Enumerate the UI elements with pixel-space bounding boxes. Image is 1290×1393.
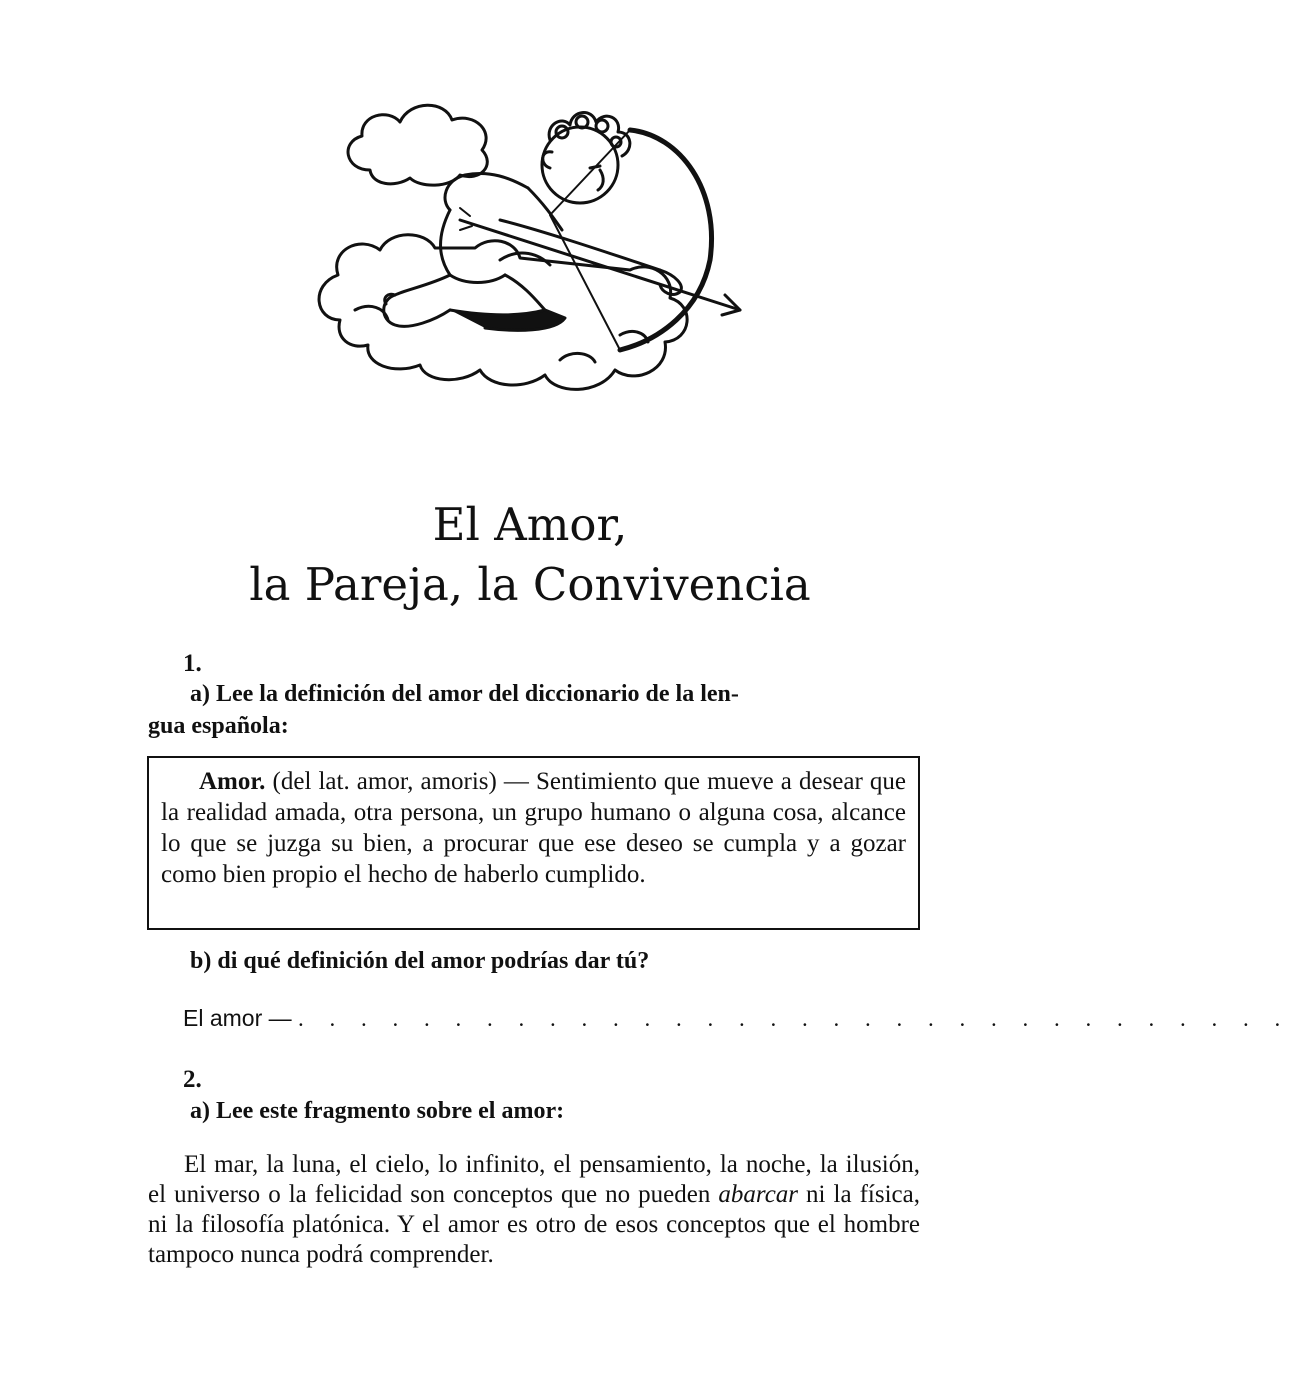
section-1-question-a-line-2: gua española:: [148, 713, 289, 739]
fragment-before: El mar, la luna, el cielo, lo infinito, el pensamiento, la noche, la ilusión, el universo o la felicidad son conceptos que no pueden: [148, 1151, 920, 1208]
dictionary-definition-box: [147, 756, 920, 930]
fragment-emphasis: abarcar: [718, 1181, 799, 1208]
section-1-question-a: [148, 678, 920, 742]
fragment-after: ni la física, ni la filosofía platónica. Y el amor es otro de esos conceptos que el hombre tampoco nunca podrá comprender.: [148, 1181, 920, 1268]
section-2-question-a: a) Lee este fragmento sobre el amor:: [190, 1098, 565, 1124]
definition-text: (del lat. amor, amoris) — Sentimiento que mueve a desear que la realidad amada, otra persona, un grupo humano o alguna cosa, alcance lo que se juzga su bien, a procurar que ese deseo se cumpla y a gozar como bien propio el hecho de haberlo cumplido.: [161, 768, 906, 888]
cupid-on-cloud-icon: [300, 70, 760, 400]
page-title: [0, 495, 1000, 615]
definition-term: Amor.: [199, 768, 266, 795]
section-1-question-b: b) di qué definición del amor podrías dar tú?: [190, 948, 650, 974]
answer-dots: . . . . . . . . . . . . . . . . . . . . . . . . . . . . . . . .: [298, 1006, 1290, 1031]
answer-prefix: El amor —: [183, 1005, 292, 1031]
section-2-number: 2.: [183, 1066, 202, 1093]
section-1-number: 1.: [183, 650, 202, 677]
title-line-2: la Pareja, la Convivencia: [249, 558, 811, 611]
answer-line[interactable]: [183, 1005, 1290, 1032]
love-fragment-paragraph: [148, 1150, 920, 1270]
section-1-question-a-line-1: a) Lee la definición del amor del diccionario de la len-: [190, 681, 739, 707]
title-line-1: El Amor,: [432, 498, 628, 551]
